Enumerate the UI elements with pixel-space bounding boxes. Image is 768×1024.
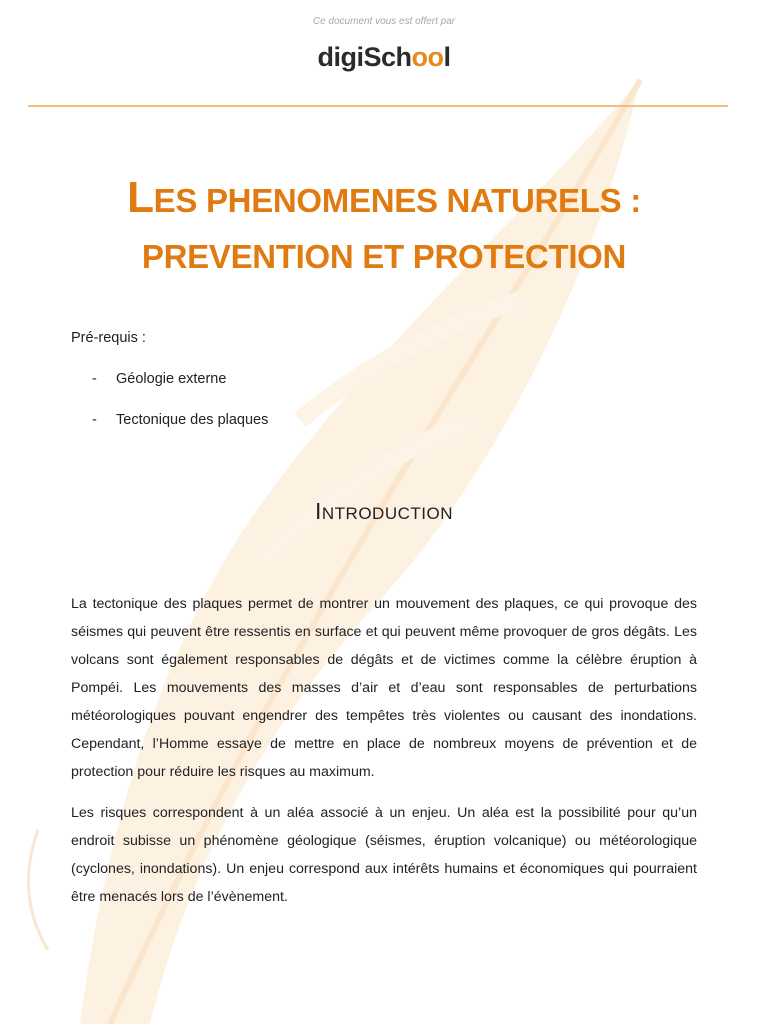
logo-prefix: digiSch [317,42,412,72]
logo-accent: oo [411,42,444,72]
bullet-dash: - [92,371,97,387]
title-initial: L [127,173,154,222]
offered-by-text: Ce document vous est offert par [312,16,456,27]
heading-rest: NTRODUCTION [321,504,453,523]
prerequisite-item [92,412,268,428]
title-line-2: PREVENTION ET PROTECTION [141,238,627,275]
heading-initial: I [315,498,322,524]
bullet-dash: - [92,412,97,428]
introduction-paragraph-2: Les risques correspondent à un aléa associé à un enjeu. Un aléa est la possibilité pour qu’un endroit subisse un phénomène géologique (séismes, éruption volcanique) ou météorologique (cyclones, inondations). Un enjeu correspond aux intérêts humains et économiques qui pourraient être menacés lors de l’évènement. [71,805,697,906]
prerequisite-item-text: Tectonique des plaques [116,412,269,428]
title-line-1-rest: ES PHENOMENES NATURELS : [153,182,641,219]
introduction-heading [0,498,768,525]
document-title [0,170,768,285]
digischool-logo[interactable] [0,42,768,73]
title-line-1 [0,170,768,229]
prerequisite-item [92,371,226,387]
prerequisite-item-text: Géologie externe [116,371,227,387]
prerequisites-label: Pré-requis : [71,330,146,346]
introduction-paragraph-1: La tectonique des plaques permet de montrer un mouvement des plaques, ce qui provoque des séismes qui peuvent être ressentis en surface et qui peuvent même provoquer de gros dégâts. Les volcans sont également responsables de dégâts et de victimes comme la célèbre éruption à Pompéi. Les mouvements des masses d’air et d’eau sont responsables de perturbations météorologiques pouvant engendrer des tempêtes très violentes ou causant des inondations. Cependant, l’Homme essaye de mettre en place de nombreux moyens de prévention et de protection pour réduire les risques au maximum. [71,596,697,781]
logo-suffix: l [443,42,451,72]
header-divider [28,105,728,107]
